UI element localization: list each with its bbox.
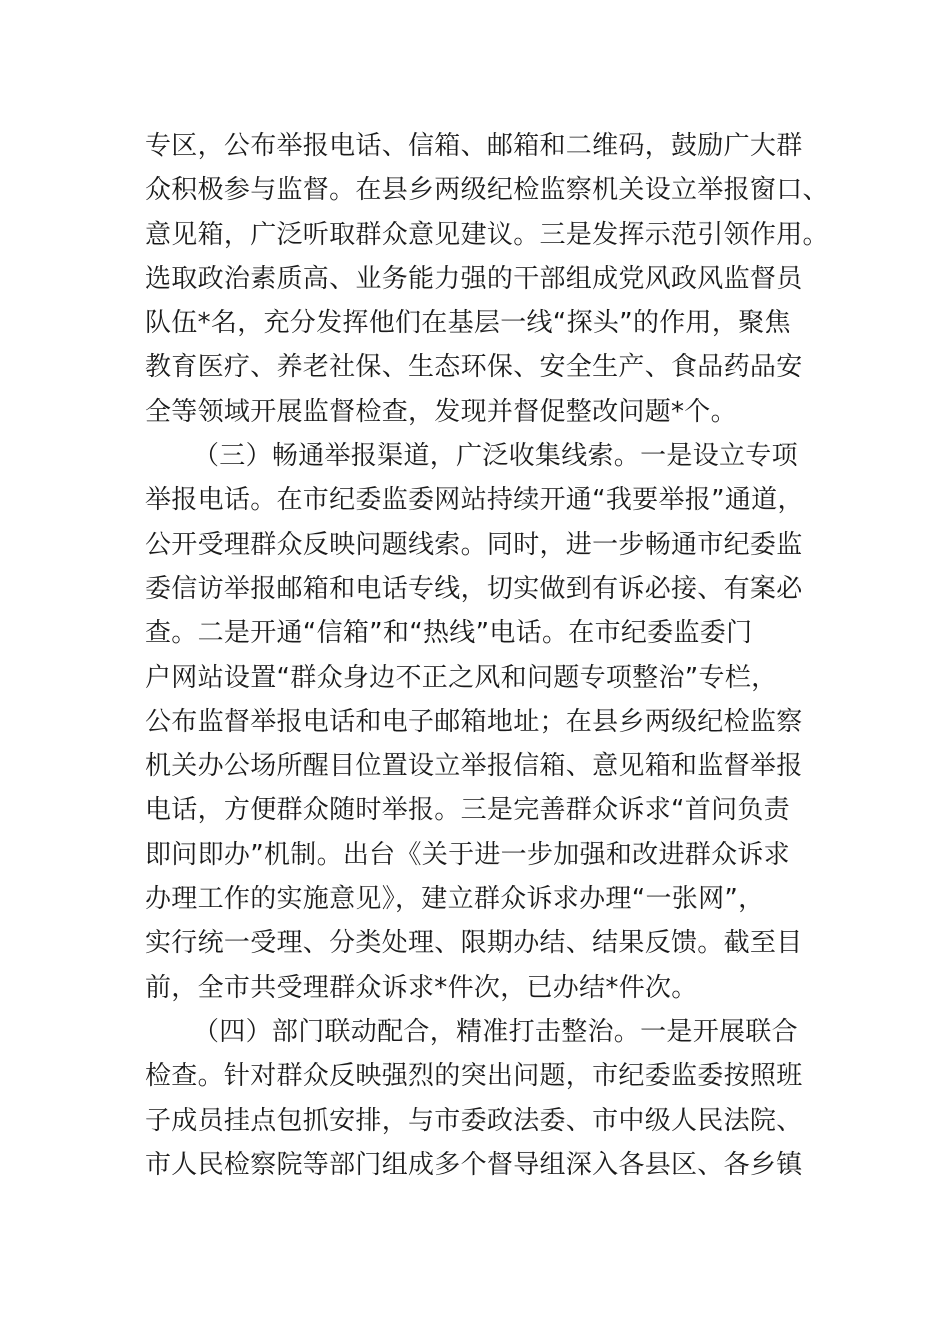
- text-line: 查。二是开通“信箱”和“热线”电话。在市纪委监委门: [145, 618, 753, 649]
- section-heading-line: （四）部门联动配合，精准打击整治。一是开展联合: [193, 1016, 798, 1047]
- text-line: 户网站设置“群众身边不正之风和问题专项整治”专栏，: [145, 662, 778, 693]
- text-line: 即问即办”机制。出台《关于进一步加强和改进群众诉求: [145, 839, 790, 870]
- text-line: 前，全市共受理群众诉求*件次，已办结*件次。: [145, 972, 698, 1003]
- text-line: 机关办公场所醒目位置设立举报信箱、意见箱和监督举报: [145, 751, 803, 782]
- text-line: 实行统一受理、分类处理、限期办结、结果反馈。截至目: [145, 928, 803, 959]
- text-line: 队伍*名，充分发挥他们在基层一线“探头”的作用，聚焦: [145, 308, 791, 339]
- text-line: 意见箱，广泛听取群众意见建议。三是发挥示范引领作用。: [145, 219, 829, 250]
- text-line: 市人民检察院等部门组成多个督导组深入各县区、各乡镇: [145, 1149, 803, 1180]
- text-line: 专区，公布举报电话、信箱、邮箱和二维码，鼓励广大群: [145, 131, 803, 161]
- text-line: 众积极参与监督。在县乡两级纪检监察机关设立举报窗口、: [145, 175, 829, 206]
- text-line: 公开受理群众反映问题线索。同时，进一步畅通市纪委监: [145, 529, 803, 560]
- text-line: 检查。针对群众反映强烈的突出问题，市纪委监委按照班: [145, 1061, 803, 1092]
- text-line: 委信访举报邮箱和电话专线，切实做到有诉必接、有案必: [145, 573, 803, 604]
- text-line: 教育医疗、养老社保、生态环保、安全生产、食品药品安: [145, 352, 803, 383]
- text-line: 选取政治素质高、业务能力强的干部组成党风政风监督员: [145, 263, 803, 294]
- text-line: 举报电话。在市纪委监委网站持续开通“我要举报”通道，: [145, 485, 804, 516]
- body-text: [145, 124, 829, 1187]
- text-line: 子成员挂点包抓安排，与市委政法委、市中级人民法院、: [145, 1105, 803, 1136]
- text-line: 全等领域开展监督检查，发现并督促整改问题*个。: [145, 396, 737, 427]
- text-line: 电话，方便群众随时举报。三是完善群众诉求“首问负责: [145, 795, 790, 826]
- text-line: 公布监督举报电话和电子邮箱地址；在县乡两级纪检监察: [145, 706, 803, 737]
- section-heading-line: （三）畅通举报渠道，广泛收集线索。一是设立专项: [193, 441, 798, 472]
- text-line: 办理工作的实施意见》，建立群众诉求办理“一张网”，: [145, 884, 765, 915]
